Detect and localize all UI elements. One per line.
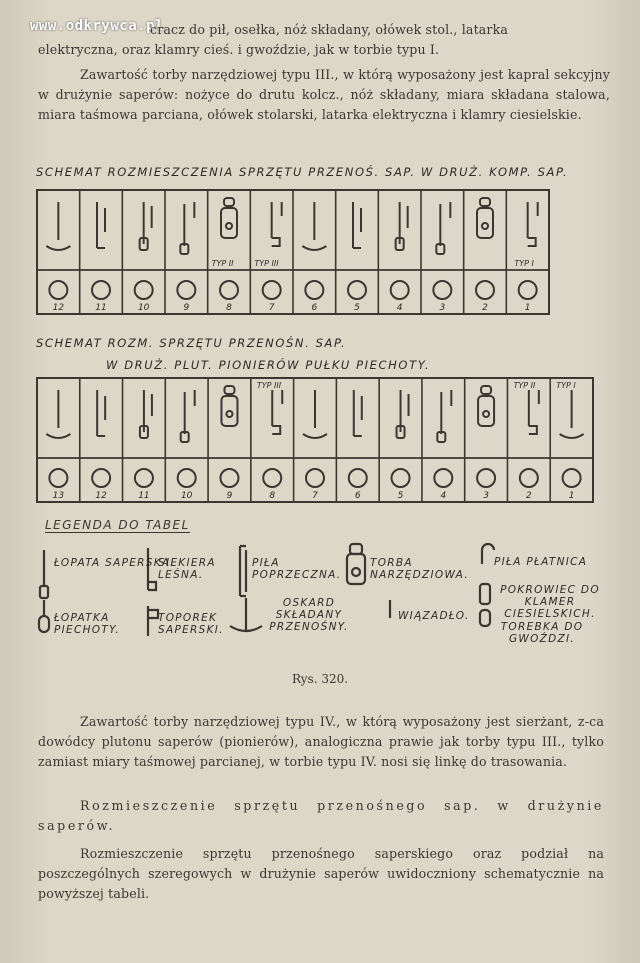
equipment-slot-circle [476,281,494,299]
tool-glyph [181,390,195,442]
bag-type-label: TYP III [254,259,279,268]
legend-toporek: TOPOREK SAPERSKI. [158,612,224,636]
equipment-slot-circle [177,281,195,299]
tool-glyph [140,390,152,438]
slot-number: 5 [354,303,360,313]
equipment-slot-circle [92,469,110,487]
hatchet-icon [148,606,158,636]
legend-title: LEGENDA DO TABEL [45,518,190,532]
tool-glyph [396,202,408,250]
equipment-slot-circle [220,469,238,487]
bag-type-label: TYP III [256,381,282,390]
equipment-slot-circle [434,469,452,487]
tool-glyph [560,390,584,438]
legend-pila-poprzeczna: PIŁA POPRZECZNA. [252,557,342,581]
tool-glyph [180,202,194,254]
tool-glyph [97,390,105,436]
figure-caption: Rys. 320. [291,672,349,686]
intro-line1: cracz do pił, osełka, nóż składany, ołówek stol., latarka [150,22,509,37]
equipment-slot-circle [477,469,495,487]
legend-oskard: OSKARD SKŁADANY PRZENOŚNY. [269,597,349,633]
equipment-slot-circle [349,469,367,487]
slot-number: 4 [440,491,447,501]
tool-glyph [303,390,327,438]
body-paragraph-2: Rozmieszczenie sprzętu przenośnego saperskiego oraz podział na poszczególnych szeregowych w drużynie saperów uwidoczniony schematycznie na powyższej tabeli. [38,846,604,901]
equipment-slot-circle [263,469,281,487]
equipment-slot-circle [49,469,67,487]
legend-pila-platnica: PIŁA PŁATNICA [494,556,588,568]
intro-line2: elektryczna, oraz klamry cieś. i gwoździe, jak w torbie typu I. [38,42,440,57]
section-heading: Rozmieszczenie sprzętu przenośnego sap. w drużynie saperów. [38,798,604,833]
tool-glyph [97,202,105,248]
tool-glyph [477,198,493,238]
tool-glyph [221,198,237,238]
tool-glyph [140,202,152,250]
equipment-slot-circle [306,469,324,487]
legend-torba: TORBA NARZĘDZIOWA. [370,557,469,581]
slot-number: 5 [397,491,404,501]
slot-number: 11 [138,491,150,501]
crosscut-saw-icon [240,546,246,596]
slot-number: 10 [137,303,150,313]
equipment-slot-circle [92,281,110,299]
shovel-icon [40,550,48,598]
clamp-cover-icon [480,584,490,604]
slot-number: 2 [482,303,488,313]
equipment-slot-circle [519,281,537,299]
slot-number: 4 [396,303,403,313]
legend-pokrowiec: POKROWIEC DO KLAMER CIESIELSKICH. [500,584,600,620]
slot-number: 9 [226,491,233,501]
bag-type-label: TYP I [514,259,534,268]
nail-pouch-icon [480,610,490,626]
intro-paragraph: Zawartość torby narzędziowej typu III., w którą wyposażony jest kapral sekcyjny w drużynie saperów: nożyce do drutu kolcz., nóż składany, miara składana stalowa, miara taśmowa parciana, ołówek stolarski, latarka elektryczna i klamry ciesielskie. [38,67,610,122]
slot-number: 10 [180,491,193,501]
equipment-slot-circle [220,281,238,299]
equipment-slot-circle [392,469,410,487]
table1-schematic [36,188,550,316]
legend-lopata-saperska: ŁOPATA SAPERSKA. [54,557,176,569]
tool-glyph [478,386,494,426]
slot-number: 8 [269,491,276,501]
pickaxe-icon [230,598,262,631]
frame-saw-icon [482,544,494,564]
legend-lopatka-piechoty: ŁOPATKA PIECHOTY. [54,612,121,636]
slot-number: 9 [183,303,190,313]
tool-bag-icon [347,544,365,584]
tool-glyph [528,202,538,246]
axe-icon [148,548,156,590]
tool-glyph [272,202,282,246]
equipment-slot-circle [263,281,281,299]
equipment-slot-circle [49,281,67,299]
equipment-slot-circle [563,469,581,487]
slot-number: 7 [268,303,275,313]
equipment-slot-circle [135,281,153,299]
slot-number: 6 [311,303,318,313]
slot-number: 12 [52,303,65,313]
equipment-slot-circle [135,469,153,487]
slot-number: 1 [568,491,575,501]
tool-glyph [437,390,451,442]
slot-number: 3 [483,491,489,501]
table2-schematic [36,376,594,504]
equipment-slot-circle [178,469,196,487]
slot-number: 1 [524,303,531,313]
equipment-slot-circle [305,281,323,299]
slot-number: 11 [95,303,107,313]
equipment-slot-circle [433,281,451,299]
tool-glyph [397,390,409,438]
legend-wiazadlo: WIĄZADŁO. [398,610,470,622]
table2-title-line1: SCHEMAT ROZM. SPRZĘTU PRZENOŚN. SAP. [36,336,347,350]
legend-torebka: TOREBKA DO GWOŹDZI. [500,621,584,645]
slot-number: 3 [439,303,446,313]
slot-number: 6 [354,491,361,501]
tool-glyph [354,390,362,436]
tool-glyph [221,386,237,426]
slot-number: 12 [95,491,107,501]
tool-glyph [529,390,539,434]
slot-number: 7 [312,491,318,501]
tool-glyph [272,390,282,434]
small-shovel-icon [39,600,49,632]
slot-number: 2 [525,491,532,501]
table1-title: SCHEMAT ROZMIESZCZENIA SPRZĘTU PRZENOŚ. SAP. W DRUŻ. KOMP. SAP. [36,165,569,179]
equipment-slot-circle [391,281,409,299]
tool-glyph [46,390,70,438]
body-paragraph-1: Zawartość torby narzędziowej typu IV., w którą wyposażony jest sierżant, z-ca dowódcy plutonu saperów (pionierów), analogiczna prawie jak torby typu III., tylko zamiast miary taśmowej parcianej, w torbie typu IV. nosi się linkę do trasowania. [38,714,604,769]
bag-type-label: TYP I [556,381,576,390]
tool-glyph [46,202,70,250]
equipment-slot-circle [348,281,366,299]
equipment-slot-circle [520,469,538,487]
tool-glyph [302,202,326,250]
tool-glyph [436,202,450,254]
legend-siekiera-lesna: SIEKIERA LEŚNA. [158,557,216,581]
bag-type-label: TYP II [513,381,536,390]
tool-glyph [353,202,361,248]
watermark: www.odkrywca.pl [30,18,164,34]
slot-number: 13 [52,491,65,501]
table2-title-line2: W DRUŻ. PLUT. PIONIERÓW PUŁKU PIECHOTY. [106,358,431,372]
slot-number: 8 [226,303,232,313]
bag-type-label: TYP II [211,259,234,268]
